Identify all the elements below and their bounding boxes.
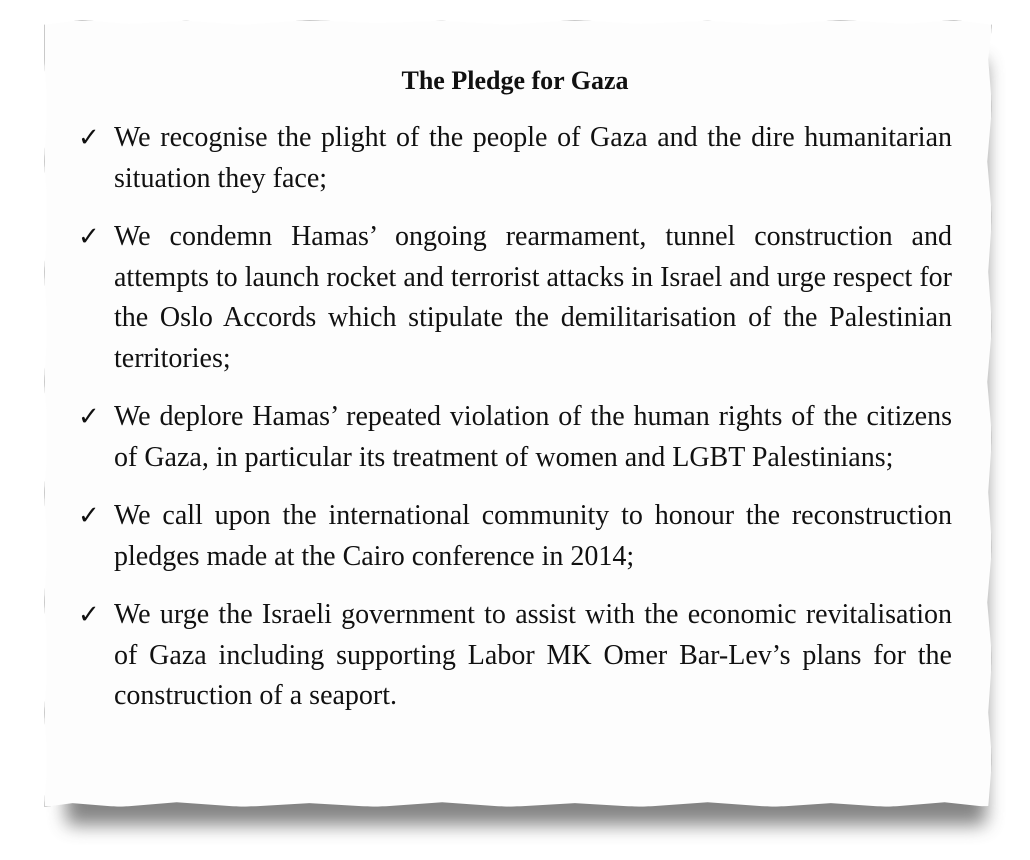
pledge-item-2 [78, 217, 952, 379]
pledge-item-3 [78, 397, 952, 478]
check-mark-icon: ✓ [78, 222, 100, 252]
check-mark-icon: ✓ [78, 501, 100, 531]
pledge-text: We deplore Hamas’ repeated violation of the human rights of the citizens of Gaza, in particular its treatment of women and LGBT Palestinians; [114, 401, 952, 473]
document-title: The Pledge for Gaza [401, 66, 629, 95]
pledge-item-4 [78, 496, 952, 577]
pledge-text: We urge the Israeli government to assist with the economic revitalisation of Gaza including supporting Labor MK Omer Bar-Lev’s plans for the construction of a seaport. [114, 599, 952, 711]
pledge-item-1 [78, 118, 952, 199]
check-mark-icon: ✓ [78, 123, 100, 153]
pledge-item-5 [78, 595, 952, 717]
check-mark-icon: ✓ [78, 402, 100, 432]
pledge-list [78, 118, 952, 735]
check-mark-icon: ✓ [78, 600, 100, 630]
pledge-text: We recognise the plight of the people of Gaza and the dire humanitarian situation they face; [114, 122, 952, 194]
pledge-text: We condemn Hamas’ ongoing rearmament, tunnel construction and attempts to launch rocket and terrorist attacks in Israel and urge respect for the Oslo Accords which stipulate the demilitarisation of the Palestinian territories; [114, 221, 952, 374]
pledge-text: We call upon the international community to honour the reconstruction pledges made at the Cairo conference in 2014; [114, 500, 952, 572]
